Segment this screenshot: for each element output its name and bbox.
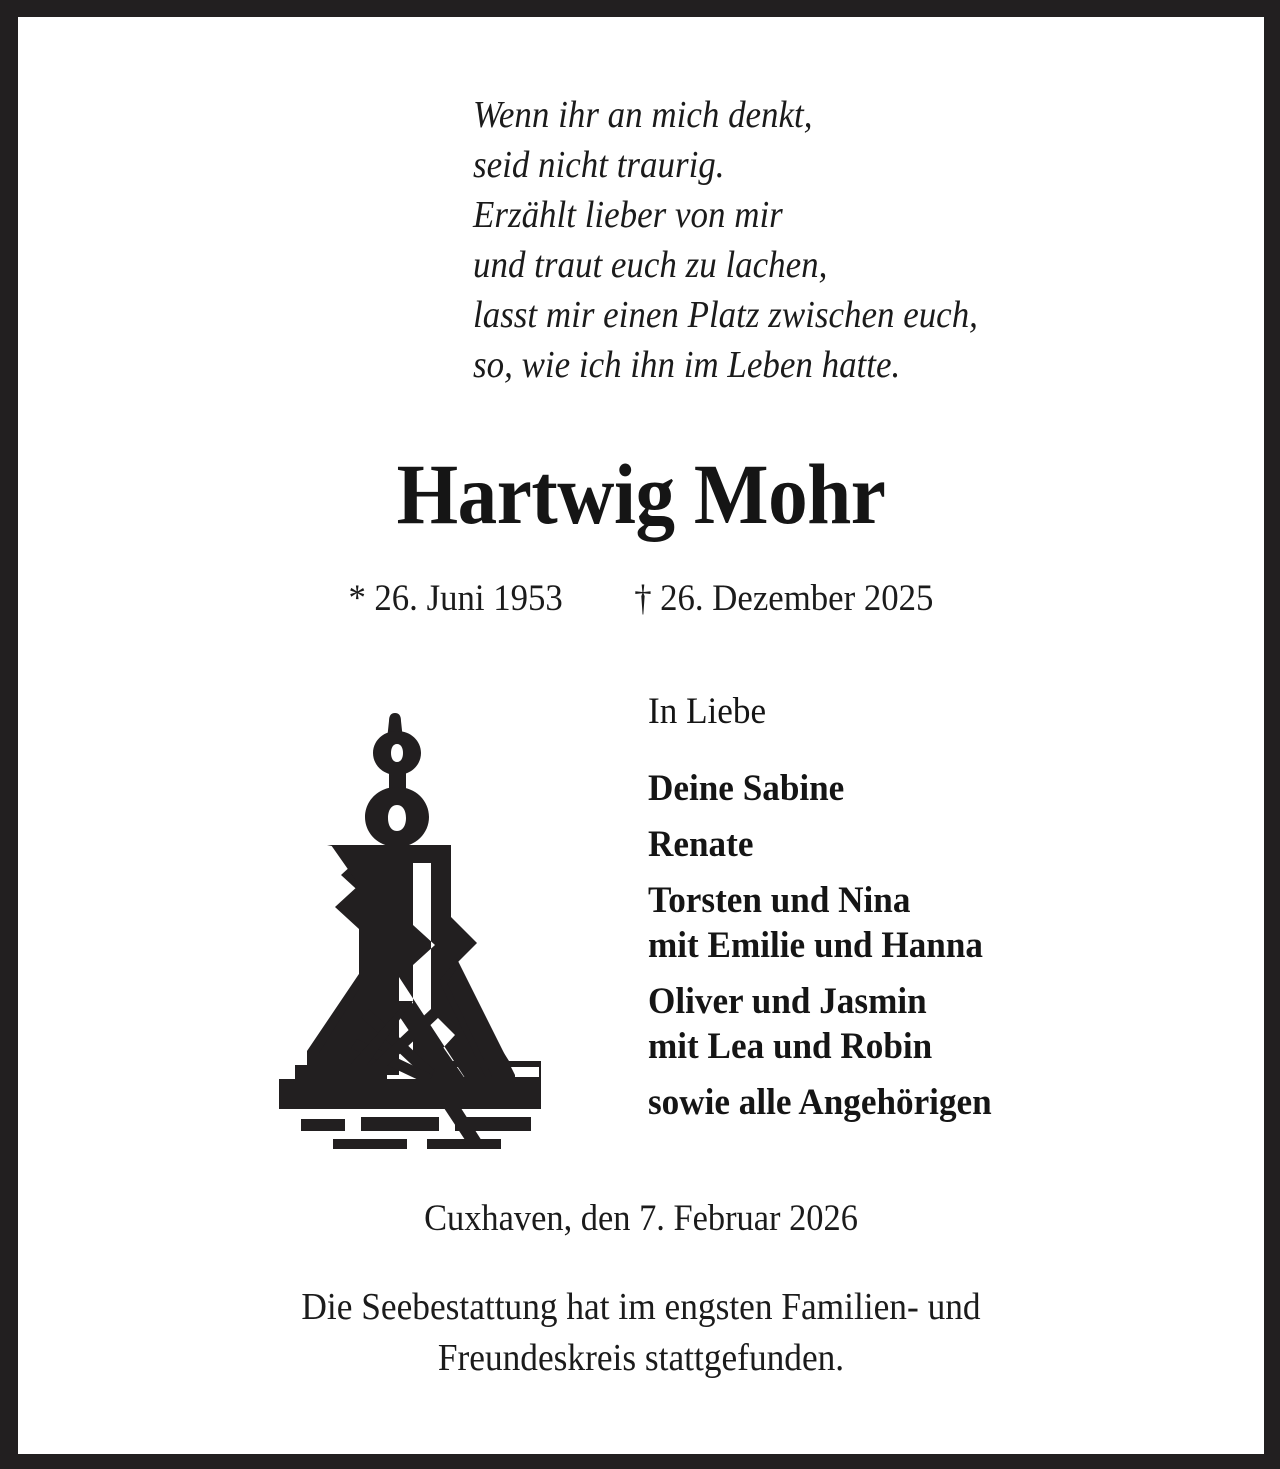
obituary-notice-card [18,17,1264,1454]
family-entry [648,878,1142,968]
poem-line: Wenn ihr an mich denkt, [473,94,813,136]
family-entry-primary: Torsten und Nina [648,880,911,921]
family-entry [648,766,1142,811]
poem-line: und traut euch zu lachen, [473,244,828,286]
closing-line: Die Seebestattung hat im engsten Familien- und [301,1286,981,1328]
family-entry [648,1080,1142,1125]
birth-star-icon: * [348,578,366,619]
emblem-and-family-block [18,693,1264,1163]
family-intro: In Liebe [648,691,767,732]
family-entry [648,979,1142,1069]
life-dates [55,580,1226,617]
family-entry [648,822,1142,867]
family-entry-secondary: mit Emilie und Hanna [648,925,983,966]
closing-note [62,1282,1221,1384]
family-entry-primary: sowie alle Angehörigen [648,1082,992,1123]
poem-line: seid nicht traurig. [473,144,725,186]
memorial-poem [473,90,978,390]
death-cross-icon: † [634,578,652,619]
family-entry-primary: Deine Sabine [648,768,845,809]
poem-line: lasst mir einen Platz zwischen euch, [473,294,978,336]
family-entry-secondary: mit Lea und Robin [648,1026,933,1067]
death-date: 26. Dezember 2025 [660,578,934,619]
family-entry-primary: Oliver und Jasmin [648,981,927,1022]
family-entry-primary: Renate [648,824,754,865]
closing-line: Freundeskreis stattgefunden. [437,1337,845,1379]
place-and-date: Cuxhaven, den 7. Februar 2026 [424,1198,858,1239]
poem-line: so, wie ich ihn im Leben hatte. [473,344,901,386]
birth-date: 26. Juni 1953 [374,578,563,619]
death-date-group [634,580,933,617]
family-signature-block [648,693,1142,1136]
poem-line: Erzählt lieber von mir [473,194,783,236]
kugelbake-beacon-icon [261,709,541,1149]
deceased-name: Hartwig Mohr [396,446,886,542]
birth-date-group [349,580,563,617]
